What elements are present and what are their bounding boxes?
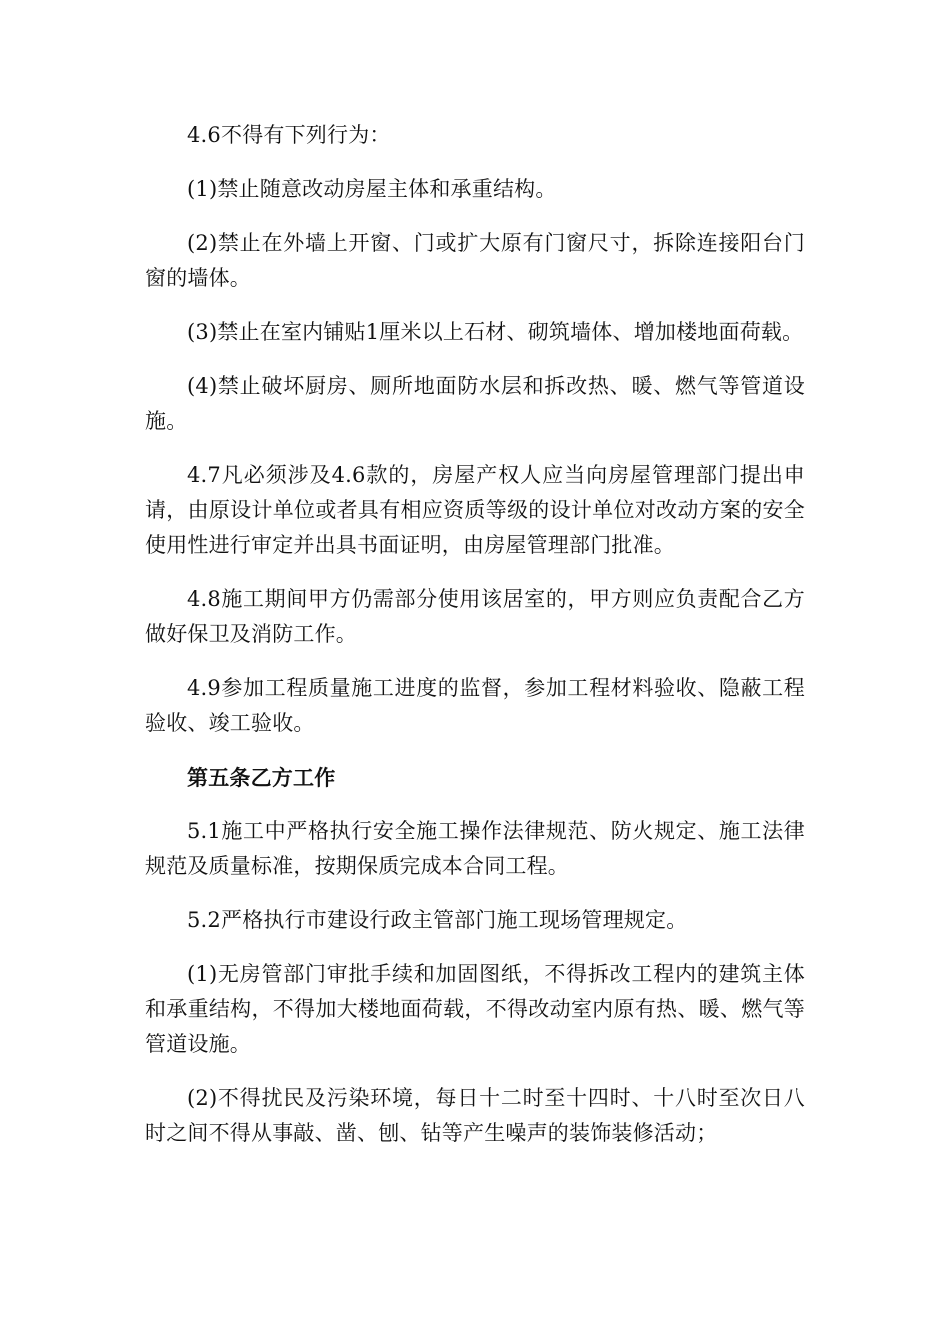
clause-4-6: 4.6不得有下列行为： <box>187 123 391 147</box>
item-4-6-4: (4)禁止破坏厨房、厕所地面防水层和拆改热、暖、燃气等管道设施。 <box>145 374 805 433</box>
clause-5-1: 5.1施工中严格执行安全施工操作法律规范、防火规定、施工法律规范及质量标准，按期保质完成本合同工程。 <box>145 819 805 878</box>
item-5-2-1: (1)无房管部门审批手续和加固图纸，不得拆改工程内的建筑主体和承重结构，不得加大楼地面荷载，不得改动室内原有热、暖、燃气等管道设施。 <box>145 962 805 1056</box>
clause-4-8: 4.8施工期间甲方仍需部分使用该居室的，甲方则应负责配合乙方做好保卫及消防工作。 <box>145 587 805 646</box>
clause-5-2: 5.2严格执行市建设行政主管部门施工现场管理规定。 <box>187 908 688 932</box>
item-4-6-1: (1)禁止随意改动房屋主体和承重结构。 <box>187 177 557 201</box>
document-body <box>145 118 805 1170</box>
item-5-2-2: (2)不得扰民及污染环境，每日十二时至十四时、十八时至次日八时之间不得从事敲、凿、刨、钻等产生噪声的装饰装修活动； <box>145 1086 805 1145</box>
section-heading-article-5: 第五条乙方工作 <box>187 765 336 790</box>
item-4-6-3: (3)禁止在室内铺贴1厘米以上石材、砌筑墙体、增加楼地面荷载。 <box>187 320 804 344</box>
clause-4-9: 4.9参加工程质量施工进度的监督，参加工程材料验收、隐蔽工程验收、竣工验收。 <box>145 676 805 735</box>
clause-4-7: 4.7凡必须涉及4.6款的，房屋产权人应当向房屋管理部门提出申请，由原设计单位或者具有相应资质等级的设计单位对改动方案的安全使用性进行审定并出具书面证明，由房屋管理部门批准。 <box>145 463 805 557</box>
item-4-6-2: (2)禁止在外墙上开窗、门或扩大原有门窗尺寸，拆除连接阳台门窗的墙体。 <box>145 231 805 290</box>
